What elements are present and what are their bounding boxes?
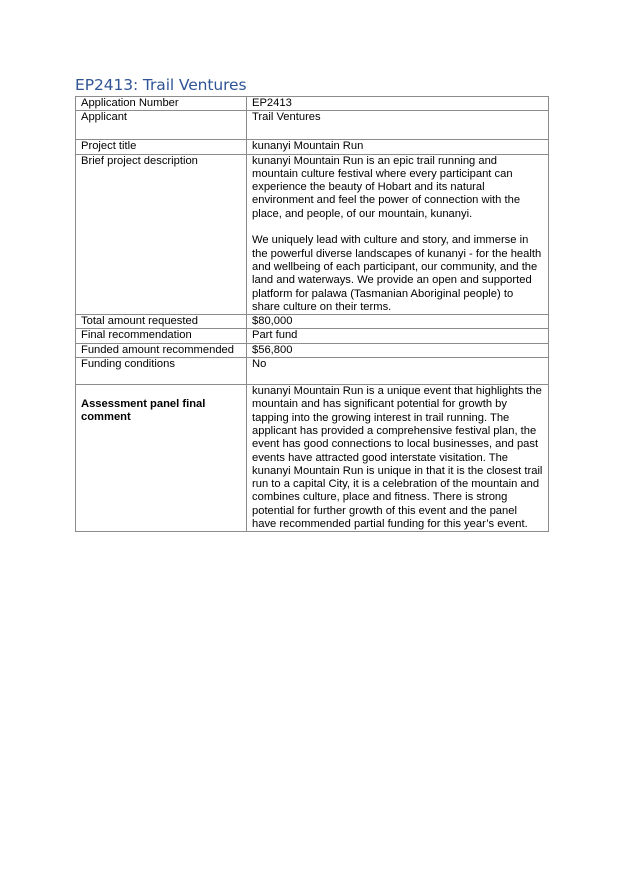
table-row-total-requested [76, 315, 549, 329]
application-number-label: Application Number [76, 97, 247, 111]
brief-description-paragraph: We uniquely lead with culture and story, and immerse in the powerful diverse landscapes of kunanyi - for the health and wellbeing of each participant, our community, and the land and waterways. We provide an open and supported platform for palawa (Tasmanian Aboriginal people) to share culture on their terms. [252, 234, 542, 313]
funding-conditions-label: Funding conditions [76, 358, 247, 385]
brief-description-value [247, 154, 549, 315]
final-recommendation-value: Part fund [247, 329, 549, 343]
table-row-application-number [76, 97, 549, 111]
table-row-funded-recommended [76, 343, 549, 357]
funded-recommended-value: $56,800 [247, 343, 549, 357]
table-row-brief-description [76, 154, 549, 315]
applicant-label: Applicant [76, 111, 247, 140]
page-title: EP2413: Trail Ventures [75, 76, 247, 94]
panel-comment-value: kunanyi Mountain Run is a unique event that highlights the mountain and has significant potential for growth by tapping into the growing interest in trail running. The applicant has provided a comprehensive festival plan, the event has good connections to local businesses, and past events have attracted good interstate visitation. The kunanyi Mountain Run is unique in that it is the closest trail run to a capital City, it is a celebration of the mountain and combines culture, place and fitness. There is strong potential for further growth of this event and the panel have recommended partial funding for this year’s event. [247, 385, 549, 532]
brief-description-paragraph: kunanyi Mountain Run is an epic trail running and mountain culture festival where every participant can experience the beauty of Hobart and its natural environment and feel the power of connection with the place, and people, of our mountain, kunanyi. [252, 154, 521, 220]
project-title-value: kunanyi Mountain Run [247, 140, 549, 154]
total-requested-value: $80,000 [247, 315, 549, 329]
table-row-applicant [76, 111, 549, 140]
application-number-value: EP2413 [247, 97, 549, 111]
total-requested-label: Total amount requested [76, 315, 247, 329]
applicant-value: Trail Ventures [247, 111, 549, 140]
funded-recommended-label: Funded amount recommended [76, 343, 247, 357]
table-row-funding-conditions [76, 358, 549, 385]
project-title-label: Project title [76, 140, 247, 154]
final-recommendation-label: Final recommendation [76, 329, 247, 343]
brief-description-label: Brief project description [76, 154, 247, 315]
table-row-project-title [76, 140, 549, 154]
funding-conditions-value: No [247, 358, 549, 385]
table-row-final-recommendation [76, 329, 549, 343]
table-row-panel-comment [76, 385, 549, 532]
panel-comment-label: Assessment panel final comment [76, 385, 247, 532]
application-table [75, 96, 549, 532]
